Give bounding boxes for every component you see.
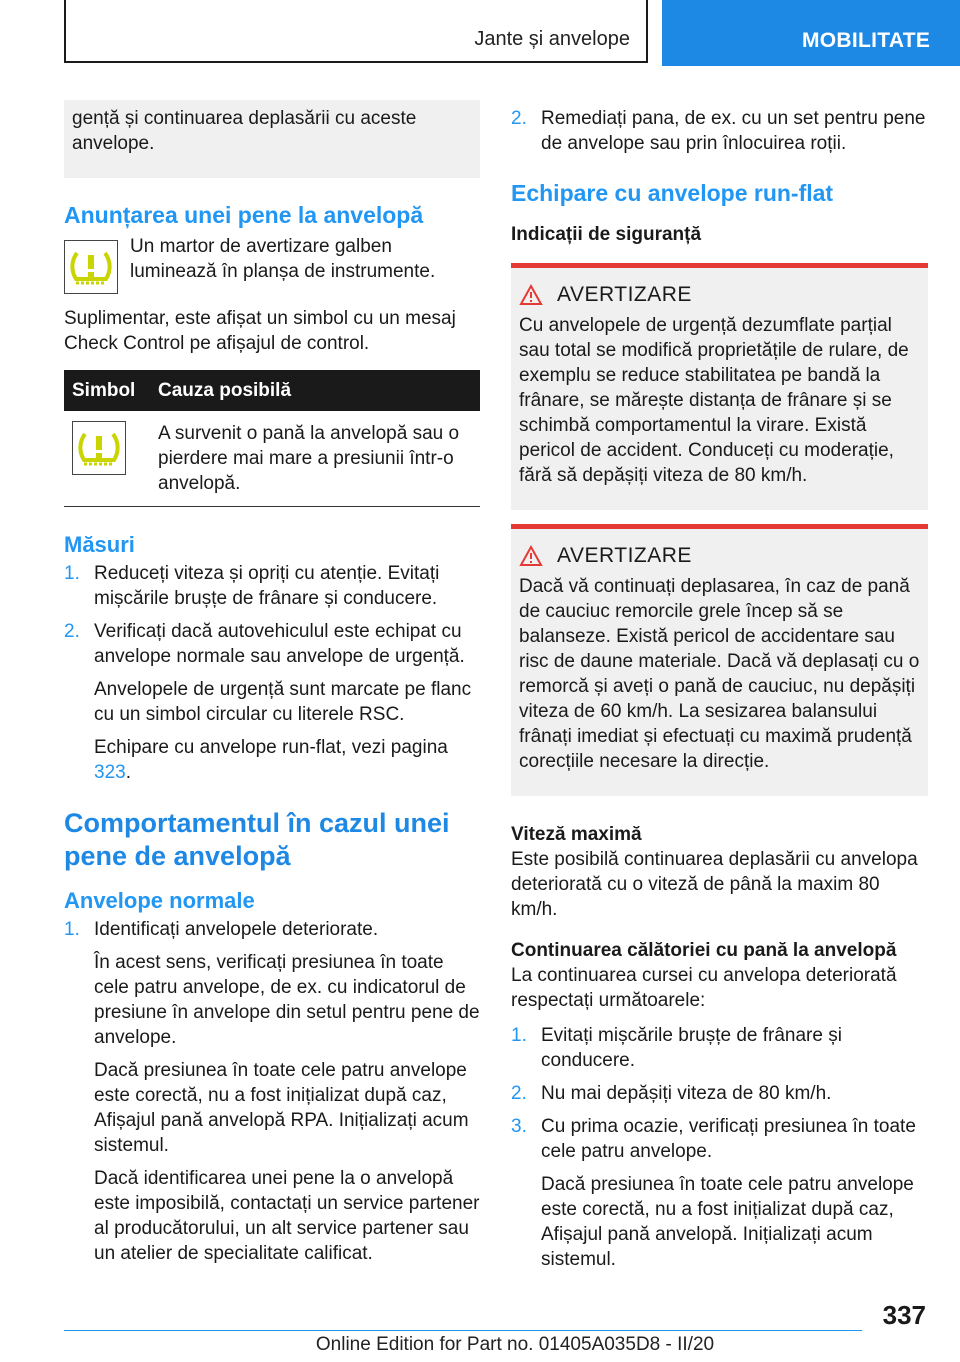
- warning-title-row: [519, 282, 920, 307]
- announce-icon-text: Un martor de avertizare galben luminează în planșa de instrumente.: [130, 236, 436, 282]
- announce-paragraph: Suplimentar, este afișat un simbol cu un mesaj Check Control pe afișajul de control.: [64, 308, 456, 354]
- warning-title: AVERTIZARE: [557, 283, 692, 306]
- list-text: Verificați dacă autovehiculul este echipat cu anvelope normale sau anvelope de urgență.: [94, 621, 465, 667]
- chapter-label: MOBILITATE: [802, 29, 931, 52]
- measures-list-continued: [511, 106, 928, 156]
- list-text: Reduceți viteza și opriți cu atenție. Evitați mișcările brușțe de frânare și conducere.: [94, 563, 440, 609]
- list-text: Cu prima ocazie, verificați presiunea în toate cele patru anvelope.: [541, 1116, 916, 1162]
- reference-end: .: [125, 762, 131, 783]
- list-item: [64, 619, 480, 785]
- continue-list: [511, 1023, 928, 1272]
- list-subtext: Dacă presiunea în toate cele patru anvelope este corectă, nu a fost inițializat după caz, Afișajul pană anvelopă RPA. Inițializați acum sistemul.: [94, 1060, 469, 1156]
- list-item: [511, 106, 928, 156]
- list-subtext-reference: [94, 735, 480, 785]
- page-number: 337: [882, 1300, 926, 1330]
- warning-triangle-icon: [519, 284, 543, 306]
- list-text: Evitați mișcările brușțe de frânare și conducere.: [541, 1025, 842, 1071]
- list-number: 1.: [511, 1025, 527, 1046]
- list-number: 3.: [511, 1116, 527, 1137]
- heading-measures: Măsuri: [64, 532, 135, 557]
- symbol-table: [64, 370, 480, 507]
- left-column: [64, 100, 480, 1266]
- col-symbol: Simbol: [64, 370, 150, 411]
- list-number: 2.: [511, 1083, 527, 1104]
- continue-text: La continuarea cursei cu anvelopa deteriorată respectați următoarele:: [511, 965, 897, 1011]
- tpms-warning-row: [64, 234, 480, 294]
- list-subtext: Dacă presiunea în toate cele patru anvelope este corectă, nu a fost inițializat după caz, Afișajul pană anvelopă. Inițializați acum sistemul.: [541, 1174, 914, 1270]
- list-text: Nu mai depășiți viteza de 80 km/h.: [541, 1083, 832, 1104]
- warning-box-2: [511, 524, 928, 796]
- measures-list: [64, 561, 480, 785]
- heading-normal-tires: Anvelope normale: [64, 888, 255, 913]
- list-item: [64, 561, 480, 611]
- symbol-cell: [64, 411, 150, 507]
- list-item: [511, 1081, 928, 1106]
- col-cause: Cauza posibilă: [150, 370, 480, 411]
- footer-divider: [64, 1330, 862, 1331]
- list-item: [64, 917, 480, 1266]
- heading-max-speed: Viteză maximă: [511, 824, 642, 845]
- list-item: [511, 1114, 928, 1272]
- reference-text: Echipare cu anvelope run-flat, vezi pagina: [94, 737, 448, 758]
- list-subtext: Dacă identificarea unei pene la o anvelopă este imposibilă, contactați un service partener al producătorului, un alt service partener sau un atelier de specialitate calificat.: [94, 1168, 480, 1264]
- warning-title: AVERTIZARE: [557, 544, 692, 567]
- list-item: [511, 1023, 928, 1073]
- continued-box: [64, 100, 480, 178]
- continued-text: gență și continuarea deplasării cu aceste anvelope.: [72, 108, 417, 154]
- list-text: Identificați anvelopele deteriorate.: [94, 919, 379, 940]
- warning-triangle-icon: [519, 545, 543, 567]
- heading-safety: Indicații de siguranță: [511, 224, 702, 245]
- list-number: 2.: [64, 621, 80, 642]
- cause-cell: A survenit o pană la anvelopă sau o pierdere mai mare a presiunii într-o anvelopă.: [150, 411, 480, 507]
- warning-text: Dacă vă continuați deplasarea, în caz de pană de cauciuc remorcile grele încep să se balanseze. Există pericol de accidentare sau risc de daune materiale. Dacă vă deplasați cu o remorcă și aveți o pană de cauciuc, nu depășiți viteza de 60 km/h. La sesizarea balansului frânați imediat și efectuați cu maximă prudență corecțiile necesare la direcție.: [519, 576, 920, 772]
- list-number: 2.: [511, 108, 527, 129]
- list-subtext: Anvelopele de urgență sunt marcate pe flanc cu un simbol circular cu literele RSC.: [94, 679, 472, 725]
- heading-announce: Anunțarea unei pene la anvelopă: [64, 202, 424, 228]
- table-row: [64, 411, 480, 507]
- header-section-title: Jante și anvelope: [474, 28, 630, 50]
- list-subtext: În acest sens, verificați presiunea în toate cele patru anvelope, de ex. cu indicatorul de presiune în anvelope din setul pentru pene de anvelope.: [94, 952, 480, 1048]
- header-chapter-tab: [662, 0, 960, 66]
- footer-edition: Online Edition for Part no. 01405A035D8 - II/20: [315, 1334, 715, 1355]
- heading-runflat: Echipare cu anvelope run-flat: [511, 180, 834, 206]
- heading-behaviour: Comportamentul în cazul unei pene de anvelopă: [64, 808, 450, 871]
- list-number: 1.: [64, 563, 80, 584]
- tire-pressure-warning-icon: [72, 421, 126, 475]
- tire-pressure-warning-icon: [64, 240, 118, 294]
- heading-continue-travel: Continuarea călătoriei cu pană la anvelopă: [511, 940, 897, 961]
- normal-tires-list: [64, 917, 480, 1266]
- warning-box-1: [511, 263, 928, 510]
- list-number: 1.: [64, 919, 80, 940]
- list-text: Remediați pana, de ex. cu un set pentru pene de anvelope sau prin înlocuirea roții.: [541, 108, 926, 154]
- warning-title-row: [519, 543, 920, 568]
- page-link[interactable]: 323: [94, 762, 126, 783]
- warning-text: Cu anvelopele de urgență dezumflate parțial sau total se modifică proprietățile de rulare, de exemplu se reduce stabilitatea pe bandă la frânare, se mărește distanța de frânare și se schimbă comportamentul la virare. Există pericol de accident. Conduceți cu moderație, fără să depășiți viteza de 80 km/h.: [519, 315, 909, 486]
- table-header-row: [64, 370, 480, 411]
- max-speed-text: Este posibilă continuarea deplasării cu anvelopa deteriorată cu o viteză de până la maxim 80 km/h.: [511, 849, 918, 920]
- right-column: [511, 100, 928, 1272]
